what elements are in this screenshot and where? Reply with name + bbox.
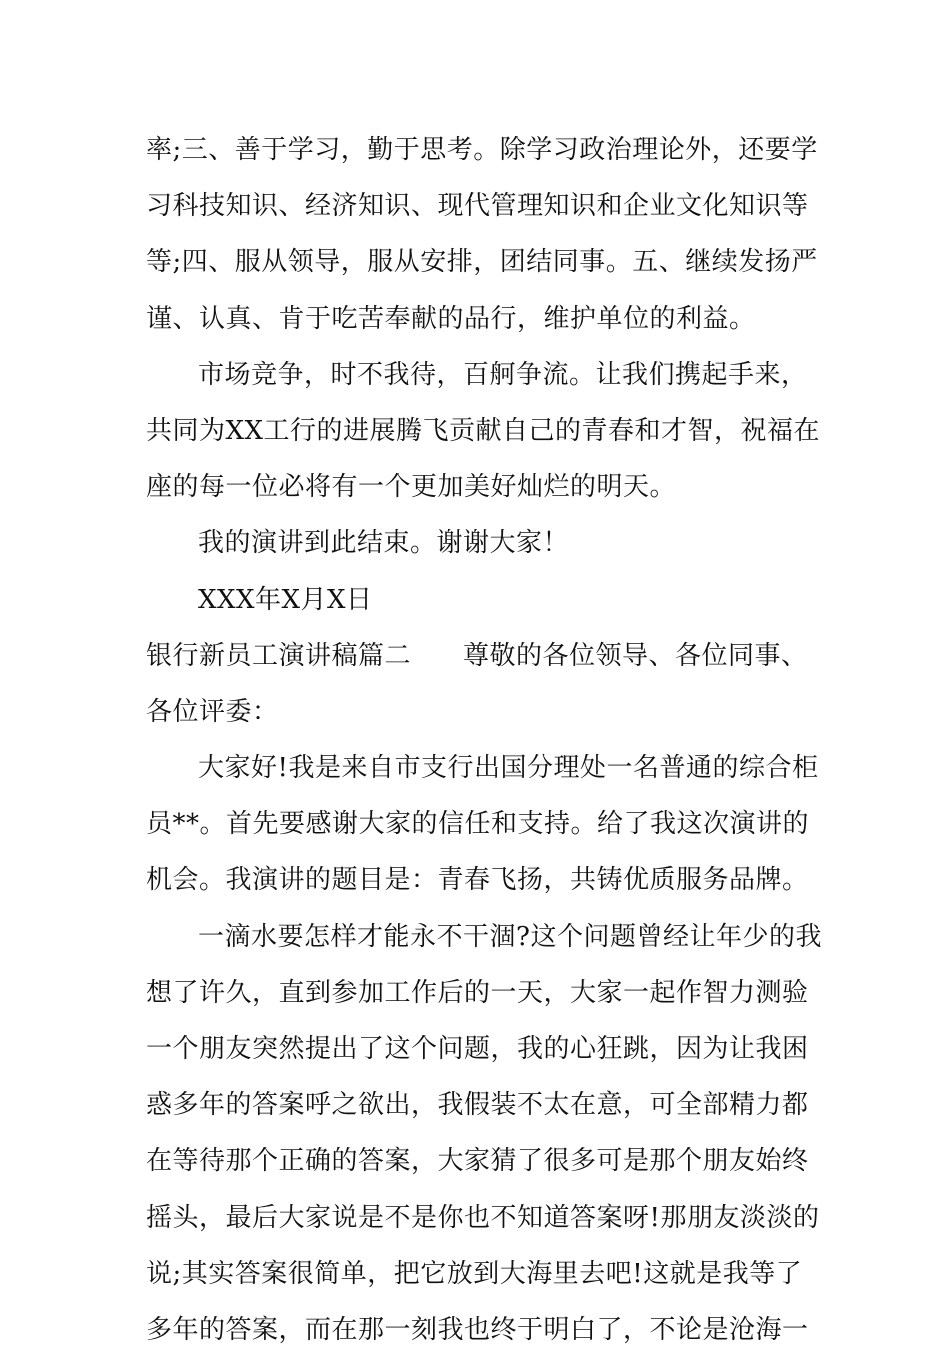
salutation-end: 各位评委： xyxy=(146,696,279,727)
text-line: 谨、认真、肯于吃苦奉献的品行，维护单位的利益。 xyxy=(146,303,756,334)
section-heading-line xyxy=(146,628,806,684)
date-line: XXX年X月X日 xyxy=(198,584,373,615)
text-line: 共同为XX工行的进展腾飞贡献自己的青春和才智，祝福在 xyxy=(146,415,821,446)
text-line: 习科技知识、经济知识、现代管理知识和企业文化知识等 xyxy=(146,191,809,222)
text-line: 想了许久，直到参加工作后的一天，大家一起作智力测验 xyxy=(146,977,809,1008)
text-line: 机会。我演讲的题目是：青春飞扬，共铸优质服务品牌。 xyxy=(146,865,809,896)
salutation-start: 尊敬的各位领导、各位同事、 xyxy=(463,640,808,671)
section-title: 银行新员工演讲稿篇二 xyxy=(146,640,412,671)
text-line: 在等待那个正确的答案，大家猜了很多可是那个朋友始终 xyxy=(146,1146,809,1177)
closing-line: 我的演讲到此结束。谢谢大家！ xyxy=(198,528,570,559)
text-line: 惑多年的答案呼之欲出，我假装不太在意，可全部精力都 xyxy=(146,1090,809,1121)
document-page xyxy=(146,122,822,1358)
text-line: 一个朋友突然提出了这个问题，我的心狂跳，因为让我困 xyxy=(146,1034,809,1064)
text-line: 员**。首先要感谢大家的信任和支持。给了我这次演讲的 xyxy=(146,809,810,840)
text-line: 摇头，最后大家说是不是你也不知道答案呀!那朋友淡淡的 xyxy=(146,1202,820,1233)
text-line: 大家好!我是来自市支行出国分理处一名普通的综合柜 xyxy=(198,753,819,784)
text-line: 率;三、善于学习，勤于思考。除学习政治理论外，还要学 xyxy=(146,135,818,165)
text-line: 一滴水要怎样才能永不干涸?这个问题曾经让年少的我 xyxy=(198,921,822,952)
text-line: 等;四、服从领导，服从安排，团结同事。五、继续发扬严 xyxy=(146,247,818,278)
text-line: 座的每一位必将有一个更加美好灿烂的明天。 xyxy=(146,472,677,503)
text-line: 市场竞争，时不我待，百舸争流。让我们携起手来， xyxy=(198,359,808,390)
text-line: 说;其实答案很简单，把它放到大海里去吧!这就是我等了 xyxy=(146,1258,803,1289)
text-line: 多年的答案，而在那一刻我也终于明白了，不论是沧海一 xyxy=(146,1314,809,1345)
